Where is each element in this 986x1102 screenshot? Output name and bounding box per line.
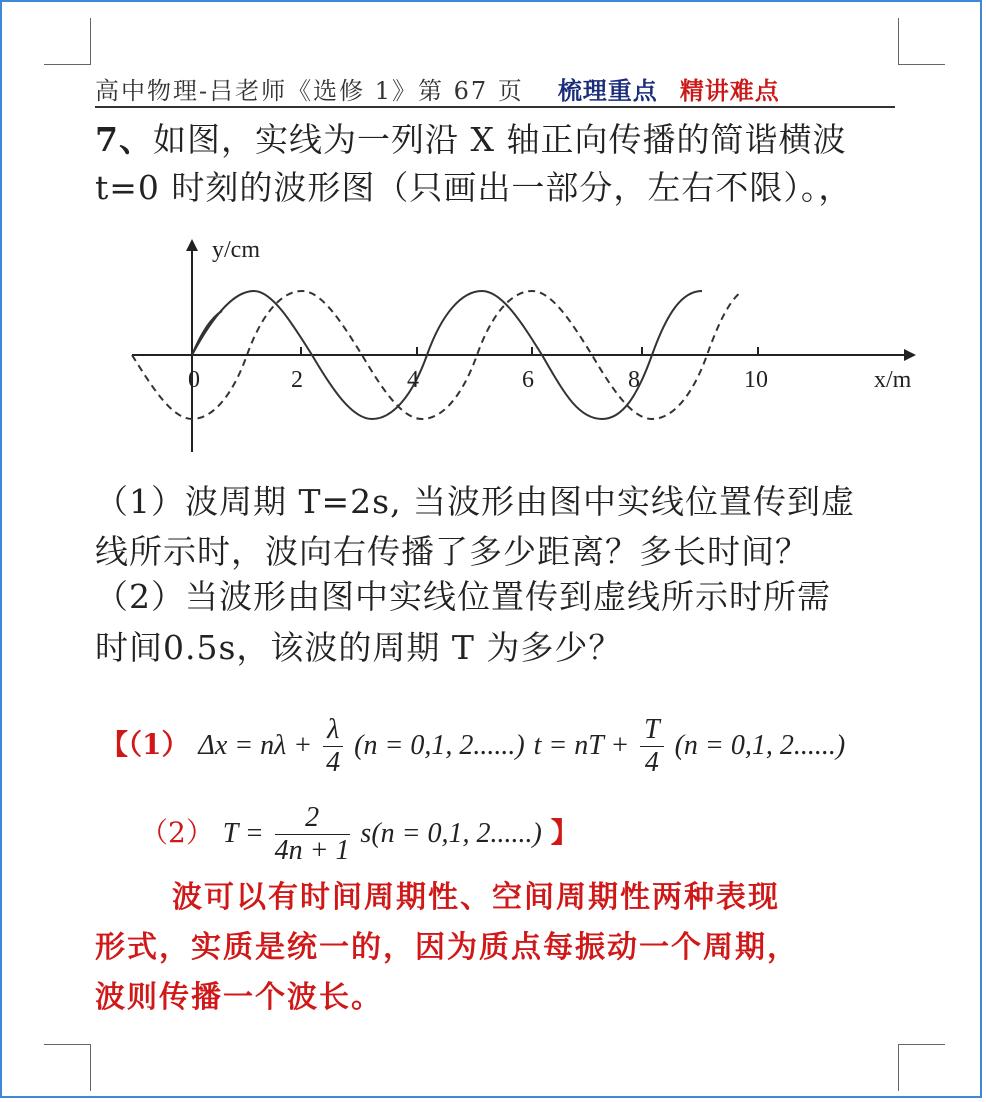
- x-axis-arrow: [904, 349, 916, 361]
- subquestion-line-3: （2）当波形由图中实线位置传到虚线所示时所需: [95, 577, 831, 616]
- tick-label-10: 10: [744, 367, 768, 393]
- T-num: T: [640, 714, 664, 747]
- lambda-den: 4: [326, 747, 341, 778]
- answer-n-range-1: (n = 0,1, 2......): [354, 730, 525, 761]
- T-over-4: [640, 714, 664, 779]
- subquestion-line-1: （1）波周期 T=2s, 当波形由图中实线位置传到虚: [95, 482, 856, 521]
- answer-part-1: [100, 714, 845, 779]
- question-number: 7、: [95, 120, 153, 159]
- crop-mark-top-left: [44, 18, 91, 65]
- two-over-4n1: [275, 802, 350, 867]
- four-n-plus-1: 4n + 1: [274, 835, 350, 866]
- subquestion-line-4: 时间0.5s，该波的周期 T 为多少？: [95, 628, 623, 667]
- note-line-1: 波可以有时间周期性、空间周期性两种表现: [172, 880, 780, 915]
- tick-label-8: 8: [628, 367, 640, 393]
- header-key-2: 精讲难点: [679, 76, 780, 105]
- answer-T-lhs: T =: [222, 818, 264, 849]
- answer-s-tail: s(n = 0,1, 2......): [360, 818, 542, 849]
- lambda-num: λ: [323, 714, 343, 747]
- crop-mark-bottom-left: [44, 1044, 91, 1091]
- x-axis-label: x/m: [874, 367, 912, 393]
- question-line-2: t=0 时刻的波形图（只画出一部分，左右不限）。，: [95, 168, 853, 207]
- note-line-3: 波则传播一个波长。: [95, 980, 383, 1015]
- answer-part-2-label: （2）: [140, 816, 214, 849]
- y-axis-label: y/cm: [212, 237, 260, 263]
- axis-ticks: [301, 347, 758, 355]
- tick-label-4: 4: [407, 367, 419, 393]
- header-crumb: 高中物理-吕老师《选修 1》第 67 页: [95, 77, 524, 105]
- subquestion-line-2: 线所示时，波向右传播了多少距离？多长时间？: [95, 532, 809, 571]
- answer-open: 【（1）: [100, 728, 190, 761]
- answer-part-2: [140, 802, 579, 867]
- solid-wave-continued: [652, 291, 702, 355]
- answer-t-lhs: t = nT +: [533, 730, 630, 761]
- answer-n-range-2: (n = 0,1, 2......): [674, 730, 846, 761]
- tick-label-0: 0: [188, 367, 200, 393]
- tick-label-2: 2: [291, 367, 303, 393]
- page-header: [95, 68, 895, 108]
- T-den: 4: [644, 747, 659, 778]
- header-key-1: 梳理重点: [557, 76, 658, 105]
- answer-dx-lhs: Δx = nλ +: [198, 730, 313, 761]
- y-axis-arrow: [186, 239, 198, 251]
- note-line-2: 形式，实质是统一的，因为质点每振动一个周期，: [95, 930, 799, 965]
- crop-mark-bottom-right: [898, 1044, 945, 1091]
- lambda-over-4: [323, 714, 343, 779]
- two-num: 2: [275, 802, 350, 835]
- tick-label-6: 6: [522, 367, 534, 393]
- wave-graph: [122, 227, 932, 462]
- answer-close: 】: [550, 816, 579, 849]
- crop-mark-top-right: [898, 18, 945, 65]
- question-text-1: 如图，实线为一列沿 X 轴正向传播的简谐横波: [152, 120, 847, 159]
